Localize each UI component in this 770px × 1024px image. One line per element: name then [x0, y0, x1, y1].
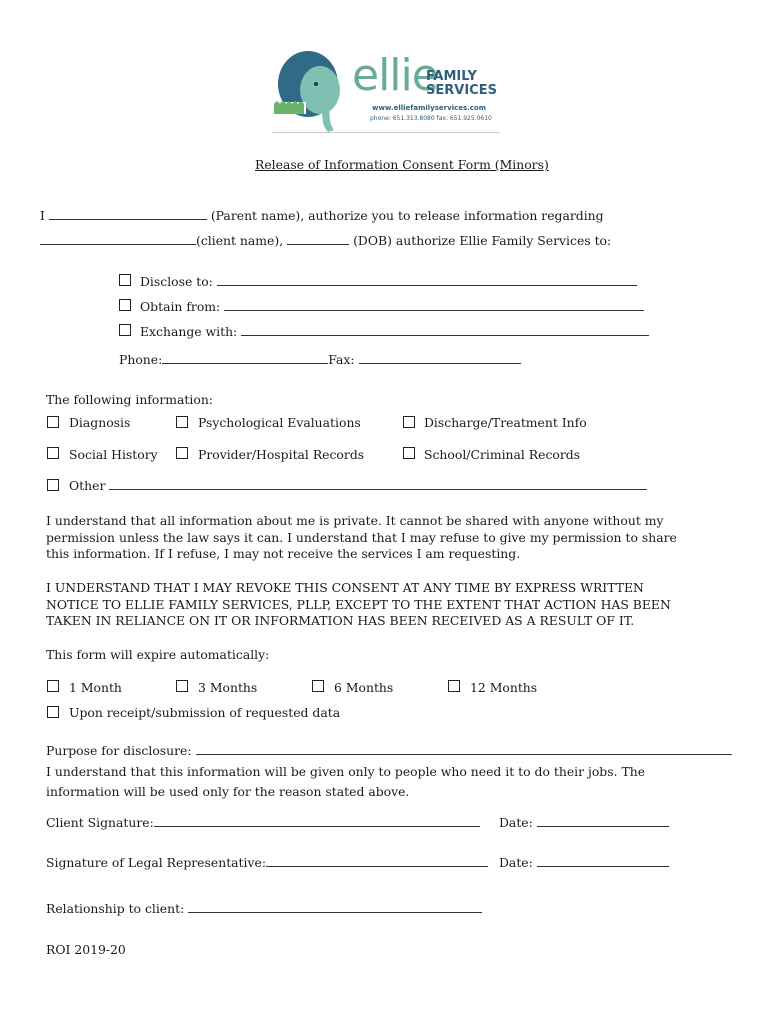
social-history-checkbox[interactable]: [47, 447, 59, 459]
date-row-2: [499, 855, 669, 871]
relationship-field[interactable]: [188, 901, 482, 913]
privacy-paragraph: I understand that all information about me is private. It cannot be shared with anyone without my permission unless the law says it can. I understand that I may refuse to give my permission to share this information. If I refuse, I may not receive the services I am requesting.: [46, 513, 677, 561]
diagnosis-label: Diagnosis: [69, 415, 131, 430]
date-label-2: Date:: [499, 855, 533, 870]
discharge-label: Discharge/Treatment Info: [424, 415, 587, 430]
exchange-field[interactable]: [241, 324, 649, 336]
expire-3-months-label: 3 Months: [198, 680, 258, 695]
psych-eval-checkbox[interactable]: [176, 416, 188, 428]
purpose-field[interactable]: [196, 743, 732, 755]
disclose-field[interactable]: [217, 274, 637, 286]
client-signature-label: Client Signature:: [46, 815, 154, 830]
legal-rep-signature-field[interactable]: [266, 855, 488, 867]
line1-prefix: I: [40, 208, 45, 223]
disclose-row: [140, 274, 637, 290]
authorization-line-2: [40, 233, 611, 249]
company-logo: [268, 44, 508, 136]
exchange-row: [140, 324, 649, 340]
expire-6-months-label: 6 Months: [334, 680, 394, 695]
logo-contact: phone: 651.313.8080 fax: 651.925.0610: [370, 115, 492, 122]
expire-6-months-checkbox[interactable]: [312, 680, 324, 692]
fax-field[interactable]: [359, 352, 521, 364]
revoke-paragraph: I UNDERSTAND THAT I MAY REVOKE THIS CONSENT AT ANY TIME BY EXPRESS WRITTEN NOTICE TO ELLIE FAMILY SERVICES, PLLP, EXCEPT TO THE EXTENT THAT ACTION HAS BEEN TAKEN IN RELIANCE ON IT OR INFORMATION HAS BEEN RECEIVED AS A RESULT OF IT.: [46, 580, 671, 628]
client-name-field[interactable]: [40, 233, 196, 245]
purpose-label: Purpose for disclosure:: [46, 743, 192, 758]
other-row: [69, 478, 647, 494]
dob-field[interactable]: [287, 233, 349, 245]
other-checkbox[interactable]: [47, 479, 59, 491]
other-field[interactable]: [109, 478, 647, 490]
date-row-1: [499, 815, 669, 831]
expire-1-month-checkbox[interactable]: [47, 680, 59, 692]
provider-records-label: Provider/Hospital Records: [198, 447, 365, 462]
obtain-checkbox[interactable]: [119, 299, 131, 311]
phone-fax-row: [119, 352, 521, 368]
exchange-checkbox[interactable]: [119, 324, 131, 336]
jobs-paragraph: I understand that this information will be given only to people who need it to do their jobs. The information will be used only for the reason stated above.: [46, 764, 646, 799]
school-records-label: School/Criminal Records: [424, 447, 581, 462]
authorization-line-1: [40, 208, 604, 224]
logo-website: www.elliefamilyservices.com: [372, 104, 487, 112]
expire-1-month-label: 1 Month: [69, 680, 122, 695]
obtain-row: [140, 299, 644, 315]
exchange-label: Exchange with:: [140, 324, 238, 339]
phone-label: Phone:: [119, 352, 163, 367]
client-signature-row: [46, 815, 480, 831]
disclose-checkbox[interactable]: [119, 274, 131, 286]
expire-upon-receipt-checkbox[interactable]: [47, 706, 59, 718]
school-records-checkbox[interactable]: [403, 447, 415, 459]
line1-suffix: (Parent name), authorize you to release information regarding: [210, 208, 604, 223]
parent-name-field[interactable]: [49, 208, 207, 220]
legal-rep-signature-row: [46, 855, 488, 871]
date-label-1: Date:: [499, 815, 533, 830]
expire-upon-receipt-label: Upon receipt/submission of requested data: [69, 705, 341, 720]
provider-records-checkbox[interactable]: [176, 447, 188, 459]
fax-label: Fax:: [328, 352, 355, 367]
logo-family-text: FAMILY: [426, 69, 477, 84]
client-signature-field[interactable]: [154, 815, 480, 827]
header-divider: [272, 132, 500, 133]
phone-field[interactable]: [162, 352, 328, 364]
relationship-label: Relationship to client:: [46, 901, 185, 916]
expire-12-months-label: 12 Months: [470, 680, 538, 695]
obtain-field[interactable]: [224, 299, 644, 311]
social-history-label: Social History: [69, 447, 158, 462]
form-title: Release of Information Consent Form (Minors): [255, 157, 549, 172]
other-label: Other: [69, 478, 106, 493]
following-info-heading: The following information:: [46, 392, 213, 407]
date-field-2[interactable]: [537, 855, 669, 867]
logo-services-text: SERVICES: [426, 83, 497, 98]
expire-12-months-checkbox[interactable]: [448, 680, 460, 692]
expire-3-months-checkbox[interactable]: [176, 680, 188, 692]
expire-heading: This form will expire automatically:: [46, 647, 270, 662]
date-field-1[interactable]: [537, 815, 669, 827]
disclose-label: Disclose to:: [140, 274, 213, 289]
legal-rep-signature-label: Signature of Legal Representative:: [46, 855, 267, 870]
line2-suffix: (DOB) authorize Ellie Family Services to:: [353, 233, 612, 248]
diagnosis-checkbox[interactable]: [47, 416, 59, 428]
client-name-label: (client name),: [196, 233, 284, 248]
elephant-icon: [268, 44, 358, 136]
obtain-label: Obtain from:: [140, 299, 221, 314]
logo-ellie-text: ellie: [352, 50, 438, 101]
form-code: ROI 2019-20: [46, 942, 126, 957]
psych-eval-label: Psychological Evaluations: [198, 415, 361, 430]
purpose-row: [46, 743, 732, 759]
discharge-checkbox[interactable]: [403, 416, 415, 428]
relationship-row: [46, 901, 482, 917]
